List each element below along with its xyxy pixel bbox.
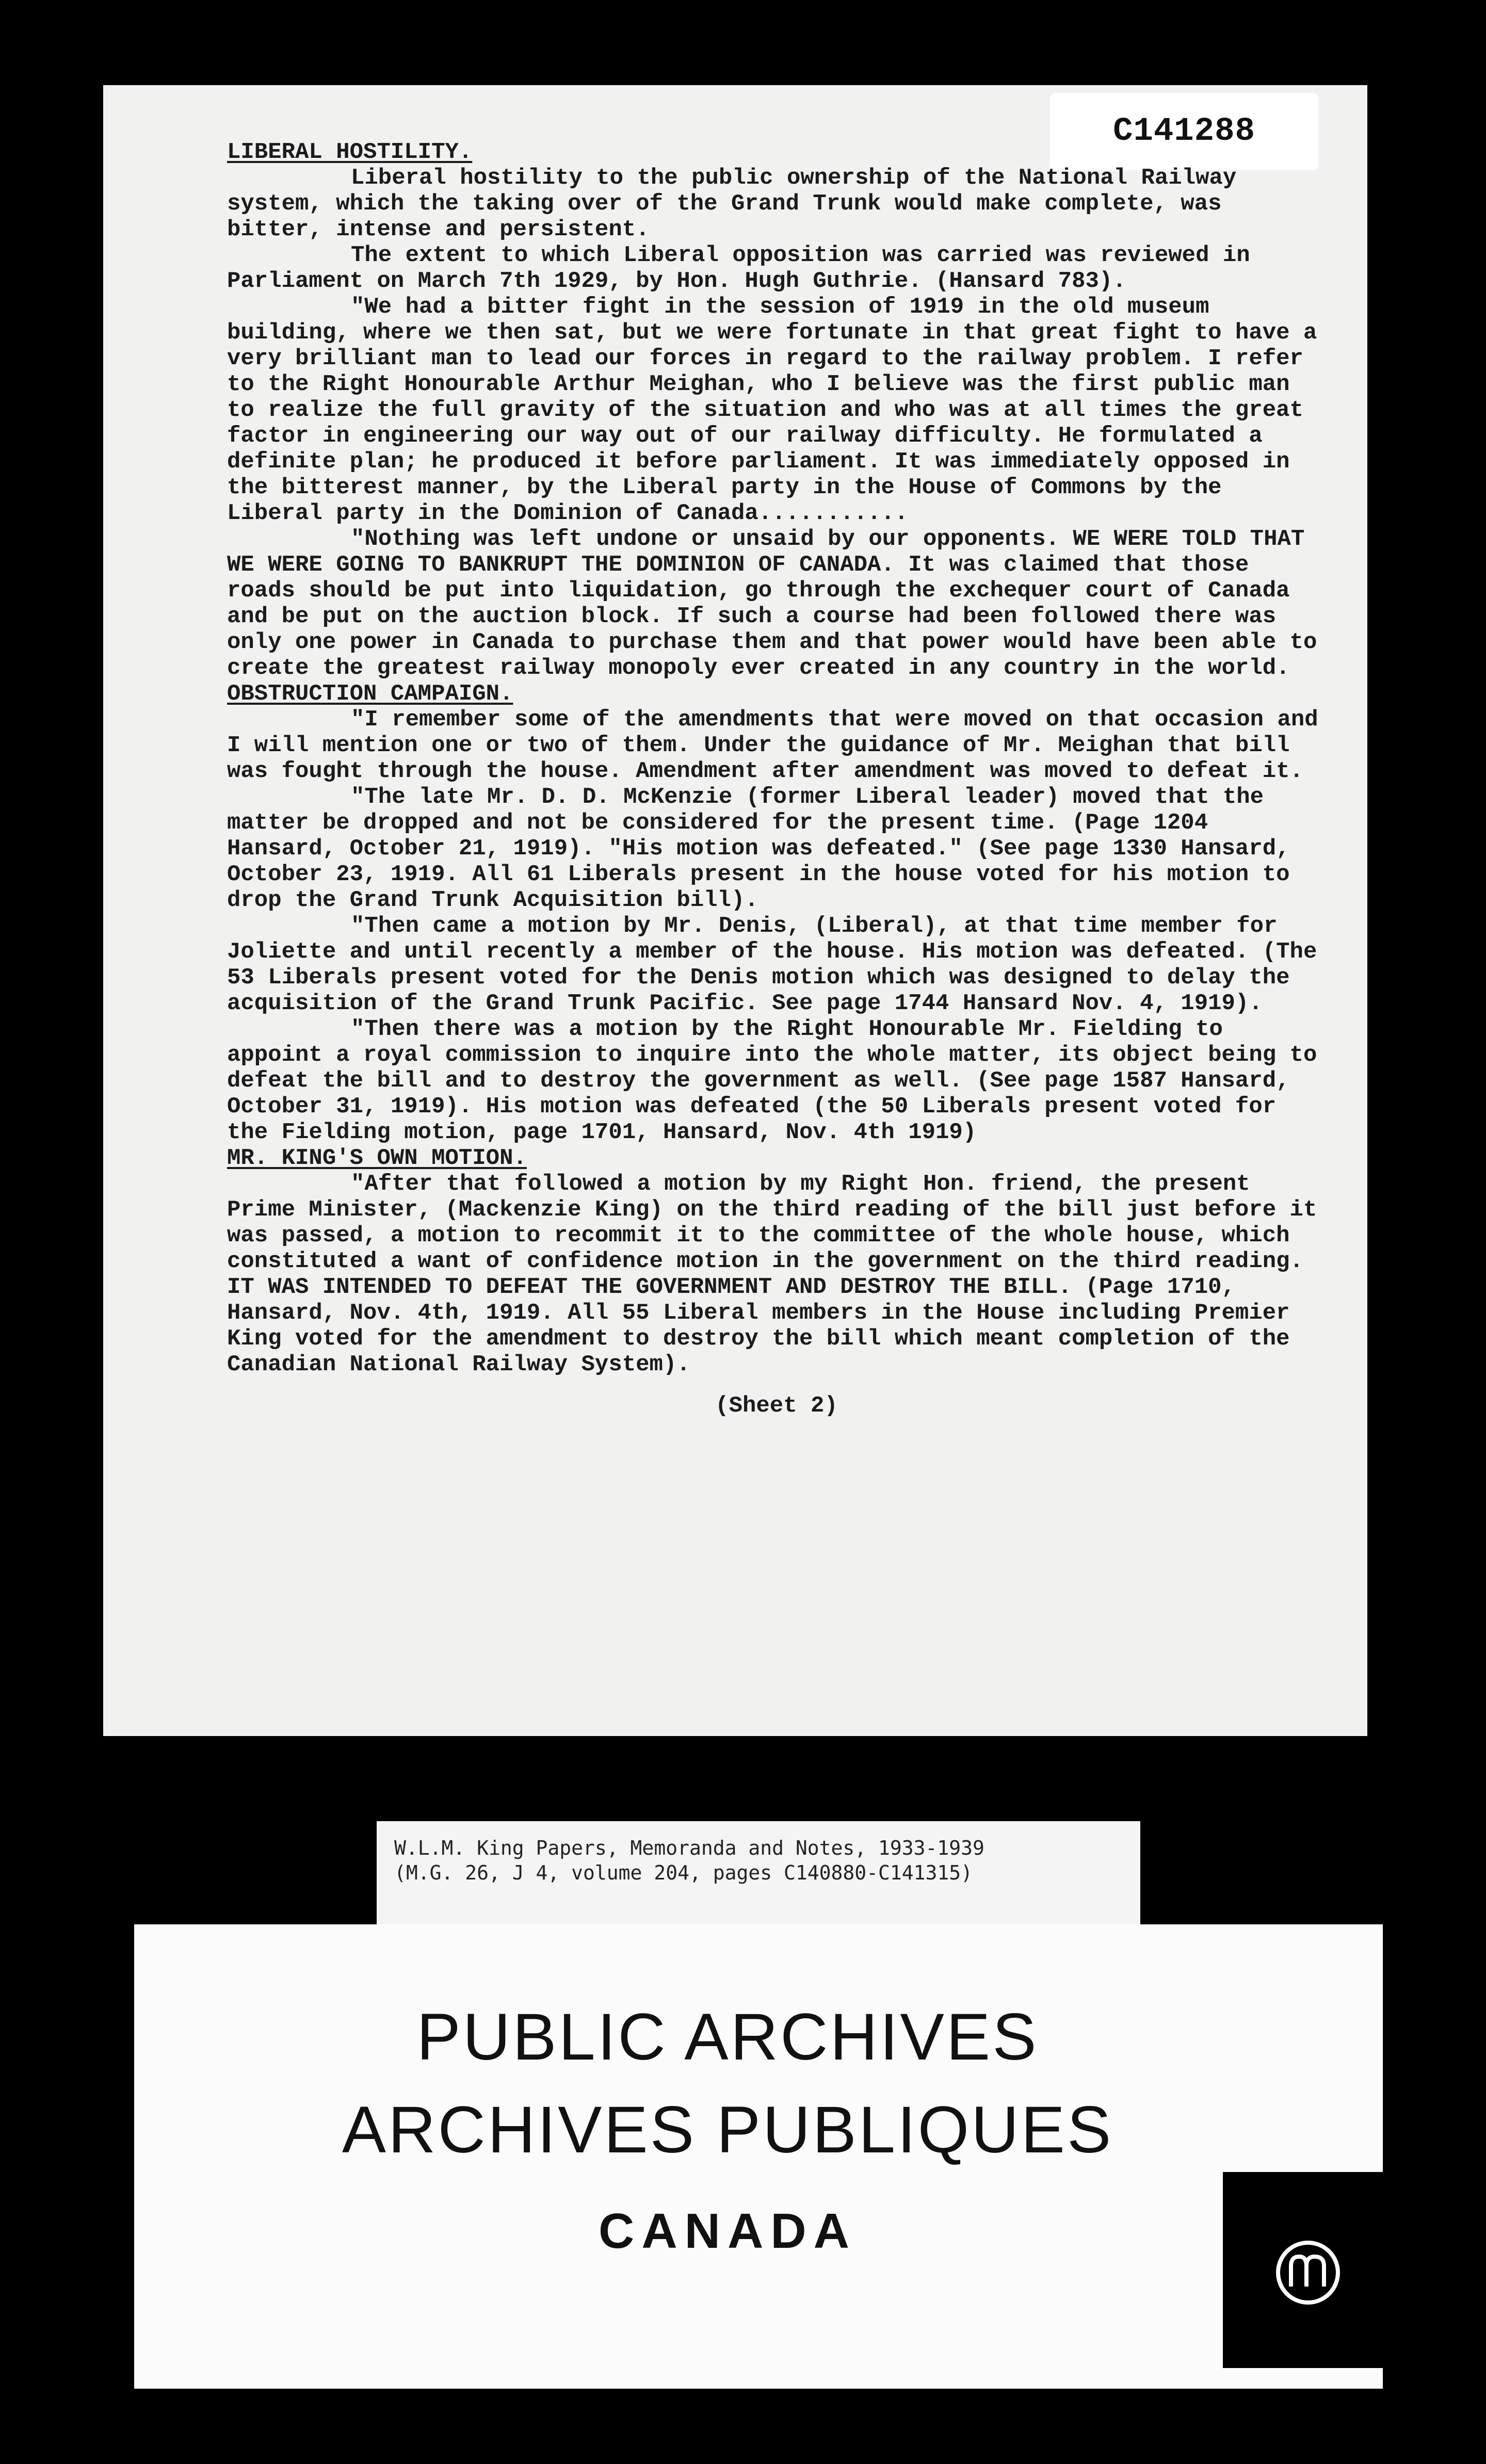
paragraph: "I remember some of the amendments that were moved on that occasion and I will mention one or two of them. Under the guidance of Mr. Meighan that bill was fought through the house. Amendment after amendment was moved to defeat it.	[227, 707, 1332, 784]
paragraph: "The late Mr. D. D. McKenzie (former Liberal leader) moved that the matter be dropped and not be considered for the present time. (Page 1204 Hansard, October 21, 1919). "His motion was defeated." (See page 1330 Hansard, October 23, 1919. All 61 Liberals present in the house voted for his motion to drop the Grand Trunk Acquisition bill).	[227, 784, 1303, 913]
heading-obstruction-campaign: OBSTRUCTION CAMPAIGN.	[227, 681, 513, 707]
paragraph: The extent to which Liberal opposition was carried was reviewed in Parliament on March 7th 1929, by Hon. Hugh Guthrie. (Hansard 783).	[227, 242, 1264, 294]
sheet-label: (Sheet 2)	[715, 1393, 838, 1419]
document-page	[103, 85, 1367, 1736]
paragraph: Liberal hostility to the public ownership of the National Railway system, which the taking over of the Grand Trunk would make complete, was bitter, intense and persistent.	[227, 165, 1250, 242]
archives-title-en: PUBLIC ARCHIVES	[416, 2000, 1039, 2074]
paragraph: "After that followed a motion by my Right Hon. friend, the present Prime Minister, (Mackenzie King) on the third reading of the bill just before it was passed, a motion to recommit it to the committee of the whole house, which constituted a want of confidence motion in the government on the third reading. IT WAS INTENDED TO DEFEAT THE GOVERNMENT AND DESTROY THE BILL. (Page 1710, Hansard, Nov. 4th, 1919. All 55 Liberal members in the House including Premier King voted for the amendment to destroy the bill which meant completion of the Canadian National Railway System).	[227, 1171, 1331, 1377]
archives-card	[134, 1924, 1383, 2389]
paragraph: "Nothing was left undone or unsaid by our opponents. WE WERE TOLD THAT WE WERE GOING TO BANKRUPT THE DOMINION OF CANADA. It was claimed that those roads should be put into liquidation, go through the exchequer court of Canada and be put on the auction block. If such a course had been followed there was only one power in Canada to purchase them and that power would have been able to create the greatest railway monopoly ever created in any country in the world.	[227, 526, 1331, 681]
paragraph: "Then came a motion by Mr. Denis, (Liberal), at that time member for Joliette and until recently a member of the house. His motion was defeated. (The 53 Liberals present voted for the Denis motion which was designed to delay the acquisition of the Grand Trunk Pacific. See page 1744 Hansard Nov. 4, 1919).	[227, 913, 1331, 1016]
heading-king-motion: MR. KING'S OWN MOTION.	[227, 1145, 527, 1171]
archives-title-fr: ARCHIVES PUBLIQUES	[342, 2093, 1113, 2167]
archives-logo	[1223, 2172, 1383, 2368]
paragraph: "Then there was a motion by the Right Honourable Mr. Fielding to appoint a royal commission to inquire into the whole matter, its object being to defeat the bill and to destroy the government as well. (See page 1587 Hansard, October 31, 1919). His motion was defeated (the 50 Liberals present voted for the Fielding motion, page 1701, Hansard, Nov. 4th 1919)	[227, 1016, 1331, 1145]
heading-liberal-hostility: LIBERAL HOSTILITY.	[227, 139, 473, 165]
archives-country: CANADA	[599, 2203, 857, 2259]
citation-line-1: W.L.M. King Papers, Memoranda and Notes, 1933-1939	[394, 1837, 984, 1859]
citation-label	[377, 1821, 1140, 1924]
citation-line-2: (M.G. 26, J 4, volume 204, pages C140880-C141315)	[394, 1861, 973, 1884]
paragraph: "We had a bitter fight in the session of 1919 in the old museum building, where we then sat, but we were fortunate in that great fight to have a very brilliant man to lead our forces in regard to the railway problem. I refer to the Right Honourable Arthur Meighan, who I believe was the first public man to realize the full gravity of the situation and who was at all times the great factor in engineering our way out of our railway difficulty. He formulated a definite plan; he produced it before parliament. It was immediately opposed in the bitterest manner, by the Liberal party in the House of Commons by the Liberal party in the Dominion of Canada...........	[227, 294, 1331, 526]
document-body	[227, 139, 1332, 1419]
archives-emblem-icon	[1274, 2239, 1342, 2306]
stamp-number: C141288	[1113, 113, 1255, 150]
